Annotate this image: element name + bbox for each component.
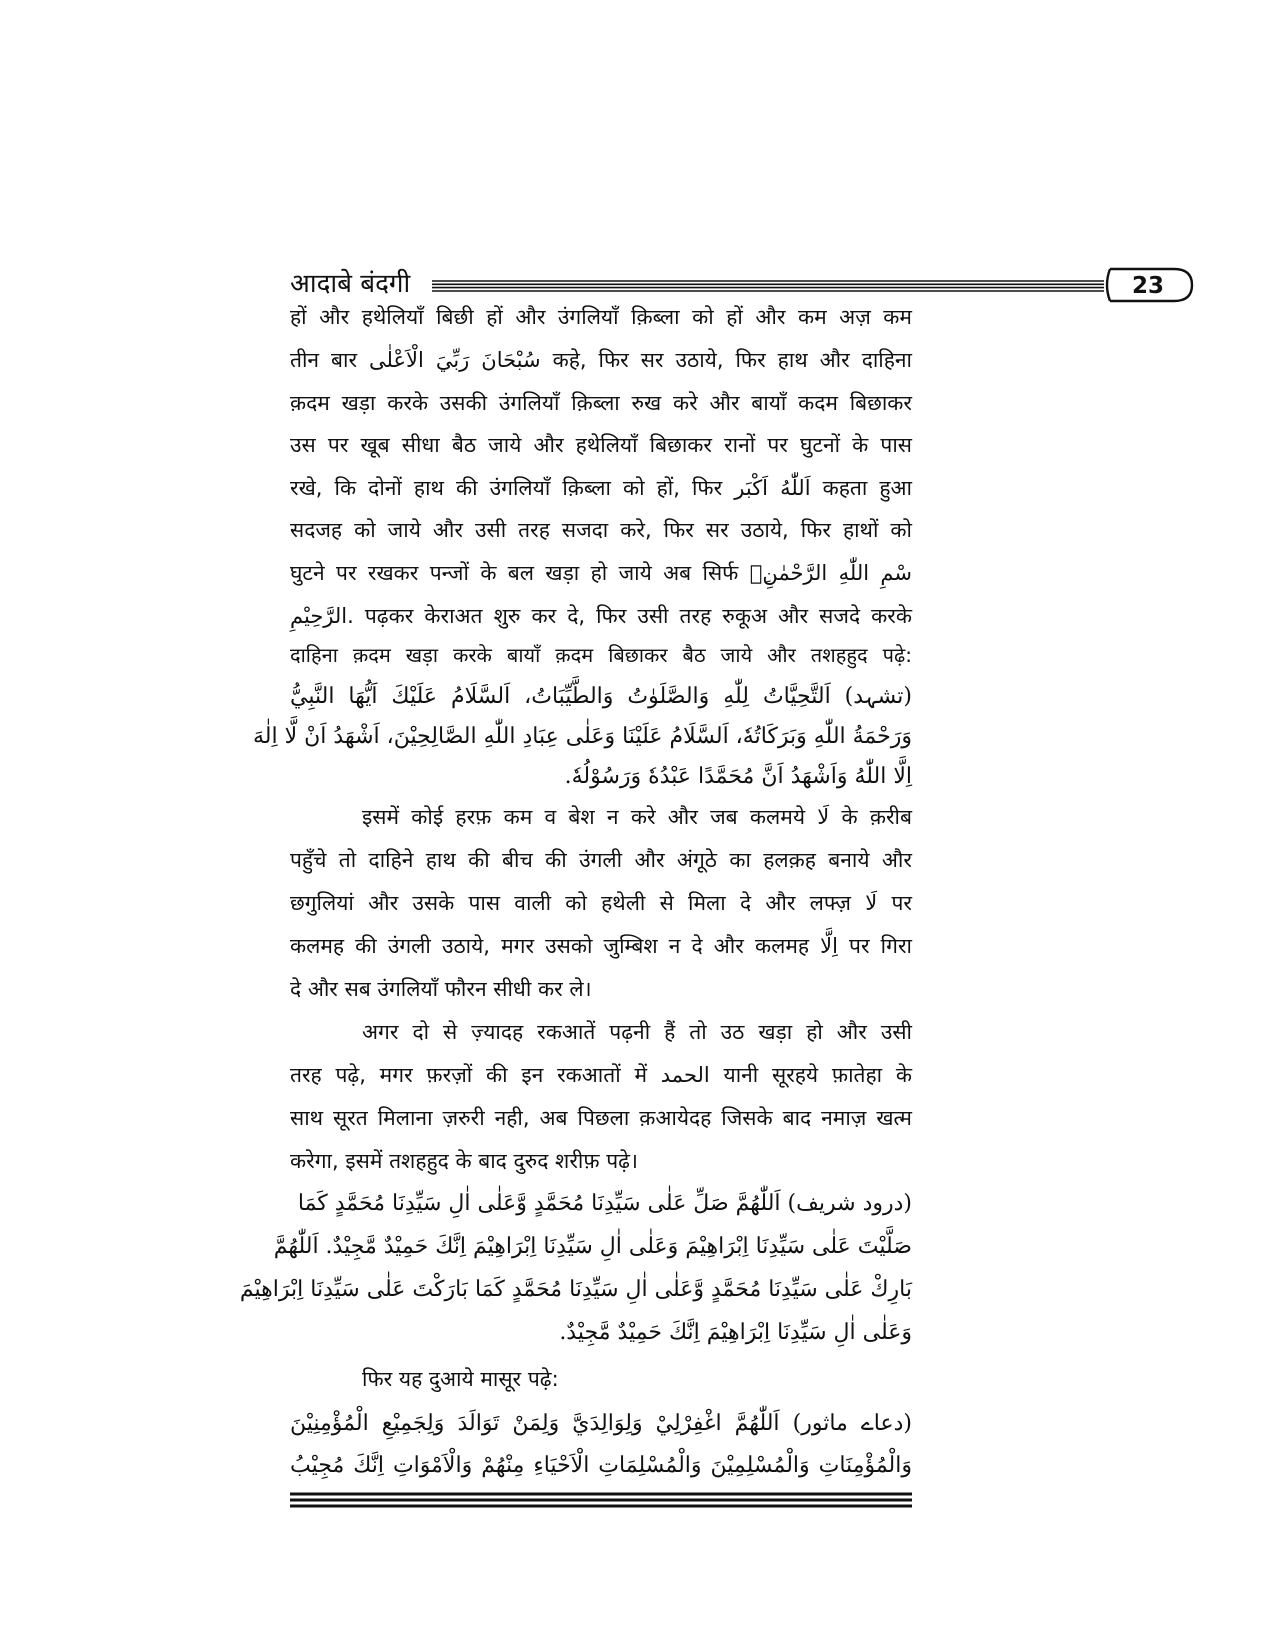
tashahhud-line: وَرَحْمَةُ اللّٰهِ وَبَرَكَاتُهٗ، اَلسَّلَامُ عَلَيْنَا وَعَلٰى عِبَادِ اللّٰهِ الصَّالِحِيْنَ، اَشْهَدُ اَنْ لَّا اِلٰهَ [252, 724, 912, 749]
text-line: साथ सूरत मिलाना ज़रुरी नही, अब पिछला क़आयेदह जिसके बाद नमाज़ खत्म [290, 1106, 912, 1130]
durood-line: صَلَّيْتَ عَلٰى سَيِّدِنَا اِبْرَاهِيْمَ وَعَلٰى اٰلِ سَيِّدِنَا اِبْرَاهِيْمَ اِنَّكَ حَمِيْدٌ مَّجِيْدٌ. اَللّٰهُمَّ [273, 1234, 912, 1259]
text-line: दाहिना क़दम खड़ा करके बायाँ क़दम बिछाकर बैठ जाये और तशहहुद पढ़े: [290, 643, 912, 667]
dua-line: (دعاے ماثور) اَللّٰهُمَّ اغْفِرْلِيْ وَلِوَالِدَيَّ وَلِمَنْ تَوَالَدَ وَلِجَمِيْعِ الْمُؤْمِنِيْنَ [290, 1411, 912, 1436]
page-number: 23 [1131, 273, 1164, 299]
footer-rule [290, 1492, 912, 1508]
tashahhud-line: اِلَّا اللّٰهُ وَاَشْهَدُ اَنَّ مُحَمَّدًا عَبْدُهٗ وَرَسُوْلُهٗ. [564, 764, 912, 789]
page-header [290, 268, 1164, 304]
text-line: पहुँचे तो दाहिने हाथ की बीच की उंगली और अंगूठे का हलक़ह बनाये और [290, 848, 912, 872]
text-line: दे और सब उंगलियाँ फौरन सीधी कर ले। [290, 977, 592, 1001]
text-line: इसमें कोई हरफ़ कम व बेश न करे और जब कलमये لَا के क़रीब [362, 805, 912, 829]
durood-line: وَعَلٰى اٰلِ سَيِّدِنَا اِبْرَاهِيْمَ اِنَّكَ حَمِيْدٌ مَّجِيْدٌ. [559, 1320, 912, 1345]
text-line: तरह पढ़े, मगर फ़रज़ों की इन रकआतों में الحمد यानी सूरहये फ़ातेहा के [290, 1063, 912, 1087]
durood-line: (درود شریف) اَللّٰهُمَّ صَلِّ عَلٰى سَيِّدِنَا مُحَمَّدٍ وَّعَلٰى اٰلِ سَيِّدِنَا مُحَمَّدٍ كَمَا [297, 1191, 912, 1216]
text-line: रखे, कि दोनों हाथ की उंगलियाँ क़िब्ला को हों, फिर اَللّٰهُ اَكْبَر कहता हुआ [290, 476, 913, 500]
text-line: सदजह को जाये और उसी तरह सजदा करे, फिर सर उठाये, फिर हाथों को [290, 518, 912, 542]
book-title: आदाबे बंदगी [290, 269, 411, 299]
text-line: हों और हथेलियाँ बिछी हों और उंगलियाँ क़िब्ला को हों और कम अज़ कम [290, 305, 912, 329]
text-line: الرَّحِيْمِ. पढ़कर केराअत शुरु कर दे, फिर उसी तरह रुकूअ और सजदे करके [290, 604, 912, 628]
dua-intro: फिर यह दुआये मासूर पढ़े: [362, 1367, 559, 1391]
text-line: उस पर खूब सीधा बैठ जाये और हथेलियाँ बिछाकर रानों पर घुटनों के पास [290, 433, 912, 457]
text-line: कलमह की उंगली उठाये, मगर उसको जुम्बिश न दे और कलमह اِلَّا पर गिरा [290, 934, 912, 958]
durood-line: بَارِكْ عَلٰى سَيِّدِنَا مُحَمَّدٍ وَّعَلٰى اٰلِ سَيِّدِنَا مُحَمَّدٍ كَمَا بَارَكْتَ عَلٰى سَيِّدِنَا اِبْرَاهِيْمَ [239, 1277, 912, 1302]
text-line: अगर दो से ज़्यादह रकआतें पढ़नी हैं तो उठ खड़ा हो और उसी [362, 1020, 912, 1044]
page-number-badge [1102, 268, 1194, 302]
text-line: क़दम खड़ा करके उसकी उंगलियाँ क़िब्ला रुख करे और बायाँ कदम बिछाकर [290, 391, 912, 415]
text-line: घुटने पर रखकर पन्जों के बल खड़ा हो जाये अब सिर्फ बِسْمِ اللّٰهِ الرَّحْمٰنِ [290, 561, 912, 585]
text-line: छगुलियां और उसके पास वाली को हथेली से मिला दे और लफ्ज़ لَا पर [290, 891, 912, 915]
tashahhud-line: (تشہد) اَلتَّحِيَّاتُ لِلّٰهِ وَالصَّلَوٰتُ وَالطَّيِّبَاتُ، اَلسَّلَامُ عَلَيْكَ اَيُّهَا النَّبِيُّ [290, 684, 912, 709]
dua-line: وَالْمُؤْمِنَاتِ وَالْمُسْلِمِيْنَ وَالْمُسْلِمَاتِ الْاَحْيَاءِ مِنْهُمْ وَالْاَمْوَاتِ اِنَّكَ مُجِيْبُ [290, 1453, 912, 1478]
text-line: तीन बार سُبْحَانَ رَبِّيَ الْاَعْلٰی कहे, फिर सर उठाये, फिर हाथ और दाहिना [290, 348, 912, 372]
text-line: करेगा, इसमें तशहहुद के बाद दुरुद शरीफ़ पढ़े। [290, 1149, 638, 1173]
header-rule [432, 280, 1104, 292]
